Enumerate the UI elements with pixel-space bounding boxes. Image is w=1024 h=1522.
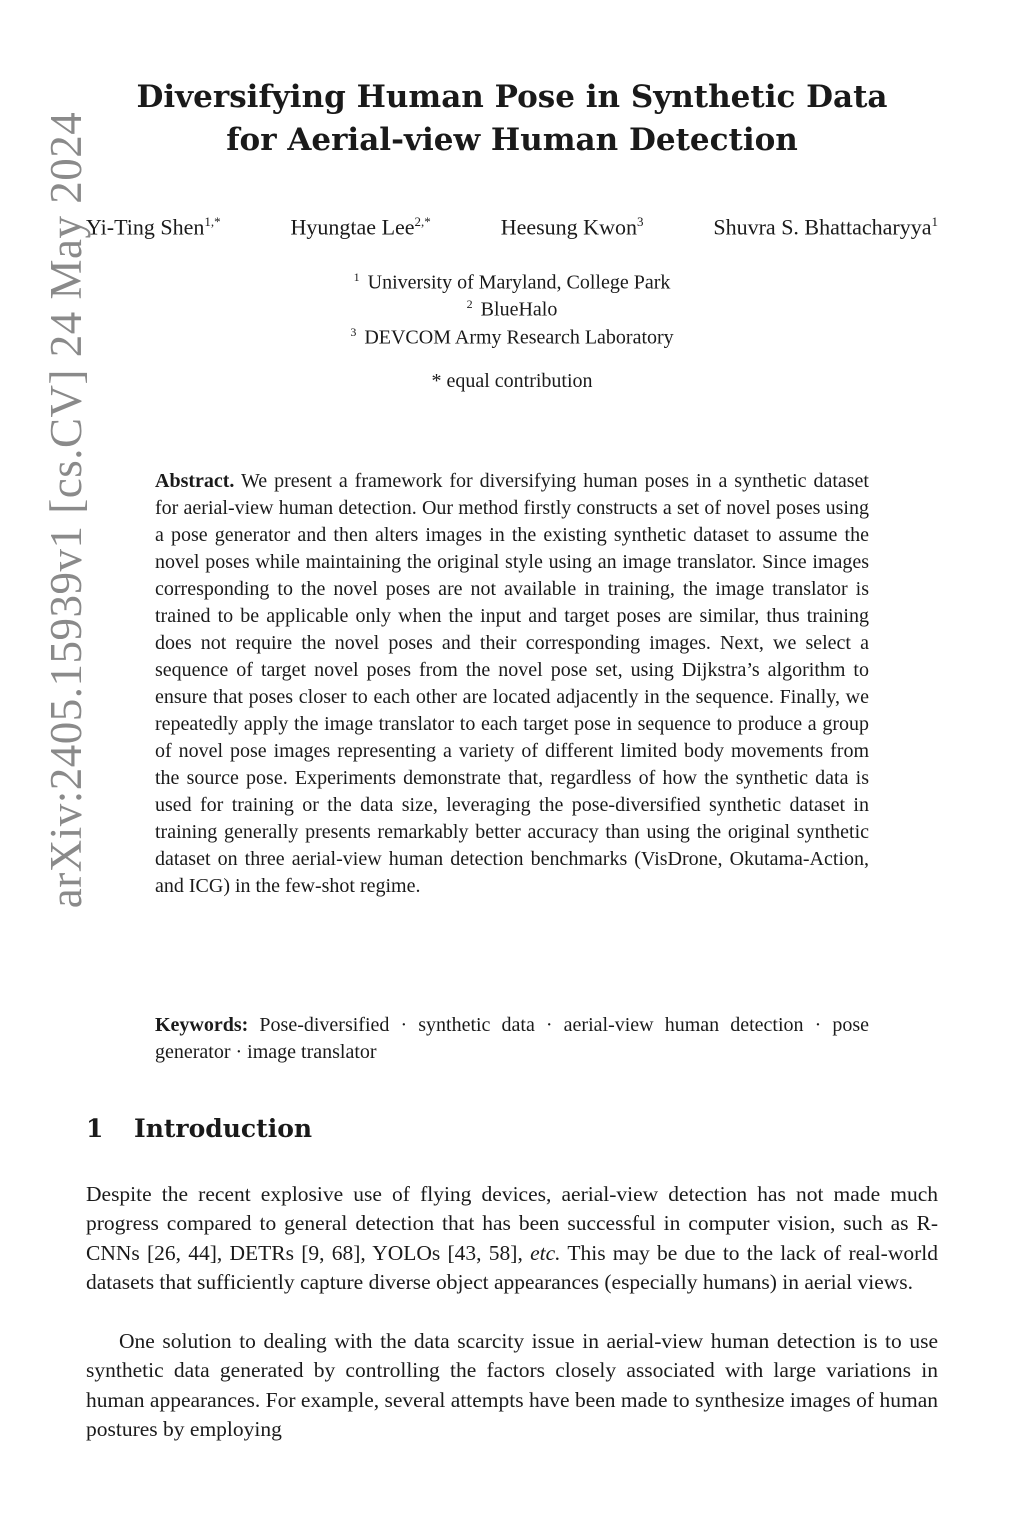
equal-contribution-note: * equal contribution xyxy=(431,370,593,392)
affiliation: $^2$ BlueHalo xyxy=(466,297,558,321)
author: Heesung Kwon$^3$ xyxy=(500,214,644,240)
keywords xyxy=(155,1012,869,1066)
section-title: Introduction xyxy=(134,1114,313,1143)
author-list xyxy=(86,214,938,240)
author: Hyungtae Lee$^{2,*}$ xyxy=(290,214,431,240)
keywords-text: Pose-diversified · synthetic data · aerial-view human detection · pose generator · image translator xyxy=(155,1014,869,1063)
keywords-label: Keywords: xyxy=(155,1014,249,1036)
etc-italic: etc. xyxy=(530,1240,561,1265)
paper-title xyxy=(100,76,924,162)
abstract-text: We present a framework for diversifying human poses in a synthetic dataset for aerial-view human detection. Our method firstly constructs a set of novel poses using a pose generator and then alters images in the existing synthetic dataset to assume the novel poses while maintaining the original style using an image translator. Since images corresponding to the novel poses are not available in training, the image translator is trained to be applicable only when the input and target poses are similar, thus training does not require the novel poses and their corresponding images. Next, we select a sequence of target novel poses from the novel pose set, using Dijkstra’s algorithm to ensure that poses closer to each other are located adjacently in the sequence. Finally, we repeatedly apply the image translator to each target pose in sequence to produce a group of novel pose images representing a variety of different limited body movements from the source pose. Experiments demonstrate that, regardless of how the synthetic data is used for training or the data size, leveraging the pose-diversified synthetic dataset in training generally presents remarkably better accuracy than using the original synthetic dataset on three aerial-view human detection benchmarks (VisDrone, Okutama-Action, and ICG) in the few-shot regime. xyxy=(155,470,869,897)
intro-paragraph-2: One solution to dealing with the data scarcity issue in aerial-view human detection is to use synthetic data generated by controlling the factors closely associated with large variations in human appearances. For example, several attempts have been made to synthesize images of human postures by employing xyxy=(86,1329,938,1442)
intro-paragraph-1: Despite the recent explosive use of flying devices, aerial-view detection has not made much progress compared to general detection that has been successful in computer vision, such as R-CNNs [26, 44], DETRs [9, 68], YOLOs [43, 58], etc. This may be due to the lack of real-world datasets that sufficiently capture diverse object appearances (especially humans) in aerial views. xyxy=(86,1182,938,1295)
section-heading-introduction xyxy=(86,1114,312,1143)
abstract xyxy=(155,468,869,900)
section-number: 1 xyxy=(86,1114,104,1143)
title-line-2: for Aerial-view Human Detection xyxy=(226,122,798,158)
abstract-label: Abstract. xyxy=(155,470,235,492)
affiliation: $^3$ DEVCOM Army Research Laboratory xyxy=(350,325,674,349)
affiliation: $^1$ University of Maryland, College Park xyxy=(353,270,671,294)
arxiv-identifier[interactable]: arXiv:2405.15939v1 [cs.CV] 24 May 2024 xyxy=(41,111,91,909)
author: Yi-Ting Shen$^{1,*}$ xyxy=(86,214,221,240)
author: Shuvra S. Bhattacharyya$^1$ xyxy=(713,214,938,240)
title-line-1: Diversifying Human Pose in Synthetic Data xyxy=(136,79,888,115)
